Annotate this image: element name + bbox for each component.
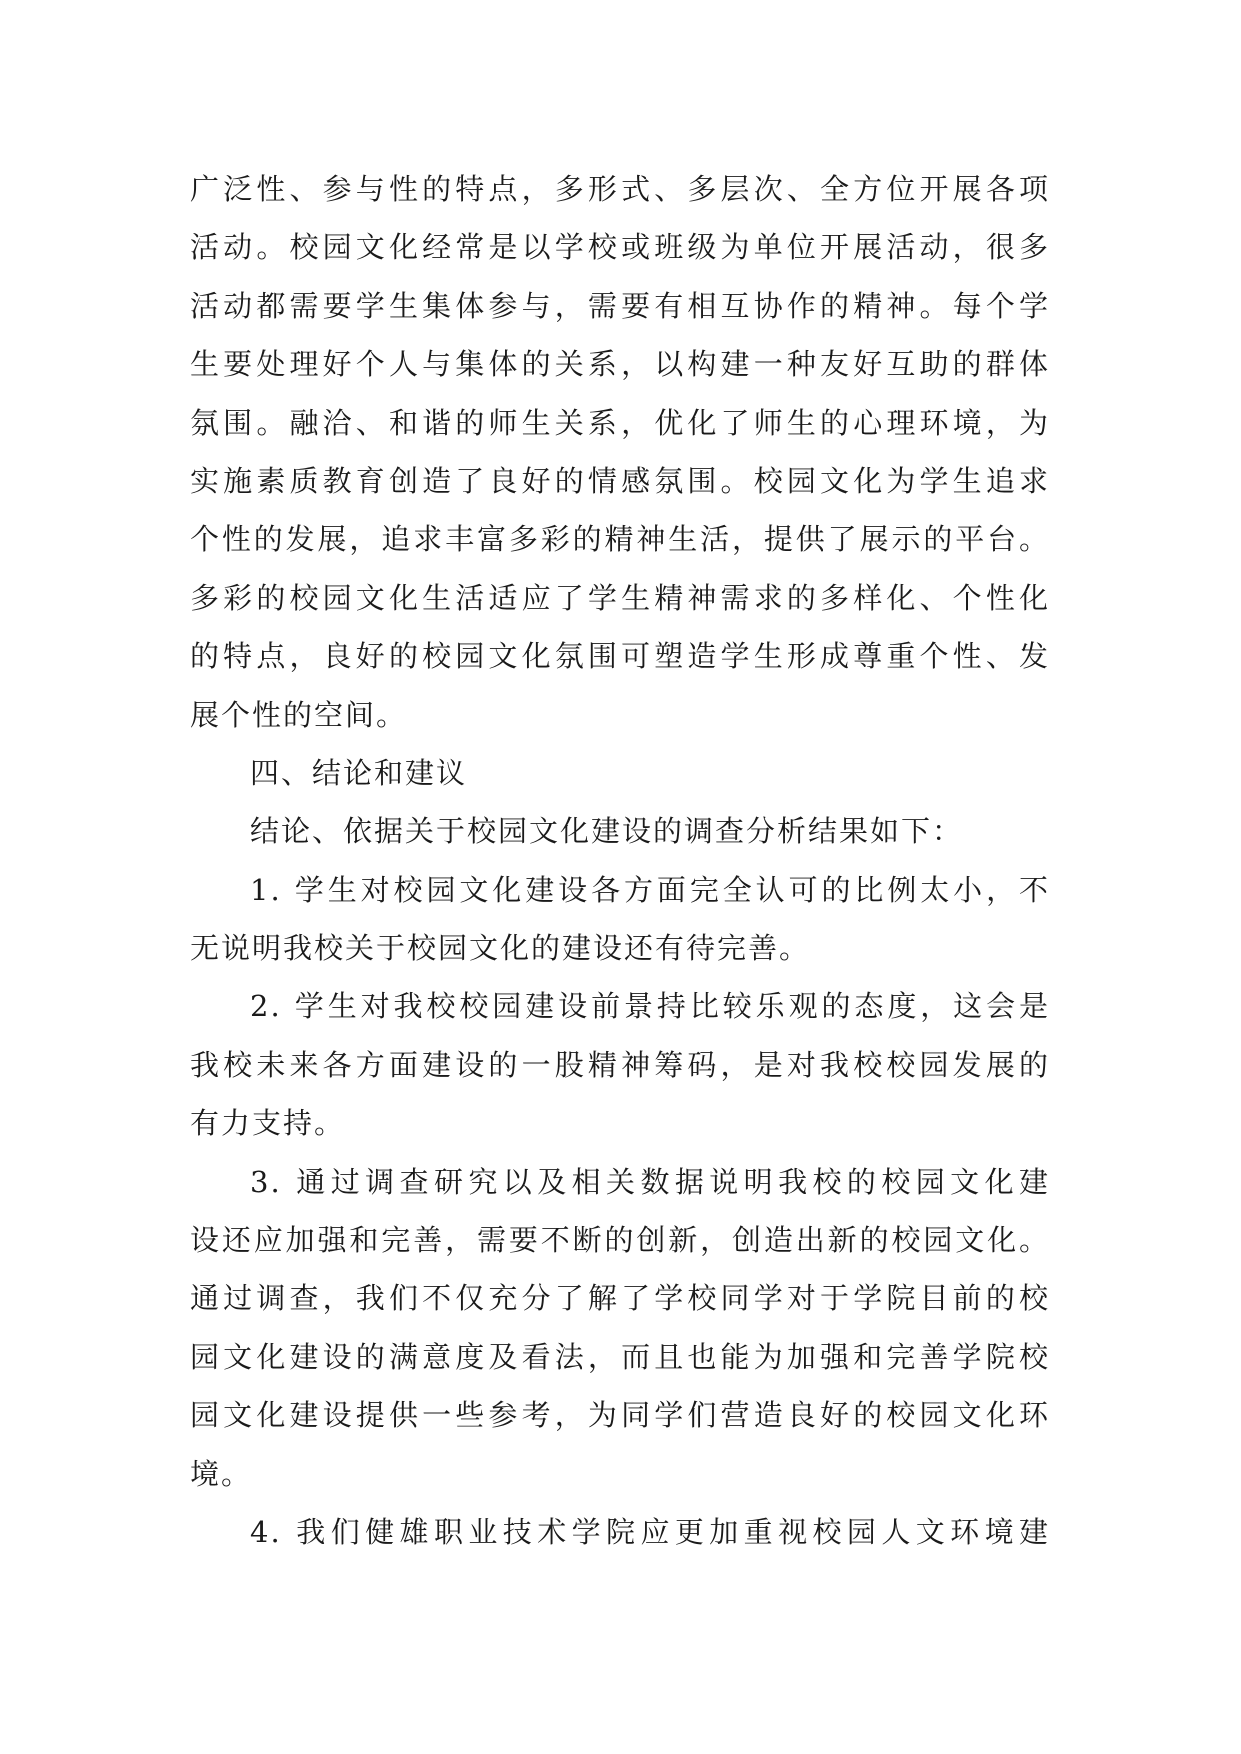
list-item-2-line: 有力支持。 — [190, 1106, 346, 1141]
list-item-4-line: 4. 我们健雄职业技术学院应更加重视校园人文环境建 — [250, 1514, 1050, 1549]
paragraph-line: 实施素质教育创造了良好的情感氛围。校园文化为学生追求 — [190, 463, 1050, 498]
document-body — [190, 160, 1050, 1561]
paragraph-line: 活动。校园文化经常是以学校或班级为单位开展活动，很多 — [190, 230, 1050, 265]
list-item-3-line: 通过调查，我们不仅充分了解了学校同学对于学院目前的校 — [190, 1281, 1050, 1316]
paragraph-line: 氛围。融洽、和谐的师生关系，优化了师生的心理环境，为 — [190, 405, 1050, 440]
paragraph-line: 个性的发展，追求丰富多彩的精神生活，提供了展示的平台。 — [190, 522, 1050, 557]
list-item-3-line: 园文化建设的满意度及看法，而且也能为加强和完善学院校 — [190, 1339, 1050, 1374]
paragraph-line: 活动都需要学生集体参与，需要有相互协作的精神。每个学 — [190, 288, 1050, 323]
list-item-3-line: 园文化建设提供一些参考，为同学们营造良好的校园文化环 — [190, 1398, 1050, 1433]
list-item-3-line: 境。 — [190, 1456, 253, 1491]
list-item-3-line: 设还应加强和完善，需要不断的创新，创造出新的校园文化。 — [190, 1223, 1050, 1258]
conclusion-intro: 结论、依据关于校园文化建设的调查分析结果如下： — [250, 814, 964, 849]
paragraph-line: 的特点，良好的校园文化氛围可塑造学生形成尊重个性、发 — [190, 639, 1050, 674]
list-item-2-line: 2. 学生对我校校园建设前景持比较乐观的态度，这会是 — [250, 989, 1050, 1024]
paragraph-line: 生要处理好个人与集体的关系，以构建一种友好互助的群体 — [190, 347, 1050, 382]
paragraph-line: 广泛性、参与性的特点，多形式、多层次、全方位开展各项 — [190, 172, 1050, 206]
list-item-3-line: 3. 通过调查研究以及相关数据说明我校的校园文化建 — [250, 1164, 1050, 1199]
list-item-1-line: 无说明我校关于校园文化的建设还有待完善。 — [190, 931, 811, 966]
paragraph-line: 展个性的空间。 — [190, 697, 408, 732]
paragraph-line: 多彩的校园文化生活适应了学生精神需求的多样化、个性化 — [190, 580, 1050, 615]
section-heading: 四、结论和建议 — [250, 755, 468, 790]
list-item-1-line: 1. 学生对校园文化建设各方面完全认可的比例太小，不 — [250, 872, 1050, 907]
list-item-2-line: 我校未来各方面建设的一股精神筹码，是对我校校园发展的 — [190, 1047, 1050, 1082]
